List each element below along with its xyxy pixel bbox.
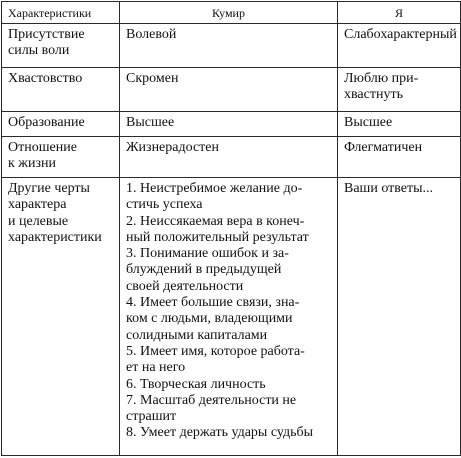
- me-cell: [338, 68, 461, 112]
- cell-line: Хвастовство: [8, 71, 83, 86]
- me-cell: [338, 137, 461, 178]
- cell-line: 6. Творческая личность: [126, 376, 266, 392]
- cell-line: Слабохарактерный: [344, 27, 457, 42]
- trait-item: [126, 246, 331, 295]
- cell-line: 5. Имеет имя, которое работа-: [126, 343, 305, 359]
- cell-line: Флегматичен: [344, 140, 423, 155]
- trait-item: [126, 181, 331, 214]
- idol-cell: [120, 24, 338, 68]
- cell-line: Скромен: [126, 71, 179, 86]
- cell-line: стичь успеха: [126, 197, 203, 213]
- cell-line: Волевой: [126, 27, 177, 42]
- idol-cell: [120, 137, 338, 178]
- cell-line: хвастнуть: [344, 87, 403, 103]
- trait-item: [126, 425, 331, 441]
- cell-line: Жизнерадостен: [126, 140, 219, 155]
- me-cell: [338, 112, 461, 137]
- idol-cell: [120, 112, 338, 137]
- header-idol: Кумир: [120, 2, 338, 24]
- cell-line: 8. Умеет держать удары судьбы: [126, 425, 313, 441]
- header-characteristics: Характеристики: [2, 2, 120, 24]
- cell-line: Высшее: [126, 115, 175, 130]
- me-answers-cell: [338, 178, 461, 456]
- cell-line: Другие черты: [8, 181, 90, 196]
- idol-cell: [120, 68, 338, 112]
- me-cell: [338, 24, 461, 68]
- characteristic-cell: [2, 24, 120, 68]
- trait-item: [126, 393, 331, 426]
- trait-item: [126, 295, 331, 344]
- table-header-row: [2, 2, 461, 24]
- idol-traits-cell: [120, 178, 338, 456]
- cell-line: Образование: [8, 115, 85, 130]
- cell-line: Отношение: [8, 140, 77, 155]
- cell-line: страшит: [126, 409, 177, 425]
- cell-line: блуждений в предыдущей: [126, 262, 282, 278]
- cell-line: 4. Имеет большие связи, зна-: [126, 295, 300, 311]
- characteristic-cell: [2, 137, 120, 178]
- cell-line: 1. Неистребимое желание до-: [126, 181, 303, 196]
- trait-item: [126, 214, 331, 247]
- cell-line: ком с людьми, владеющими: [126, 311, 293, 327]
- trait-item: [126, 344, 331, 377]
- cell-line: Высшее: [344, 115, 393, 130]
- table-row: [2, 112, 461, 137]
- cell-line: ный положительный результат: [126, 229, 309, 245]
- cell-line: Присутствие: [8, 27, 85, 42]
- cell-line: к жизни: [8, 156, 56, 172]
- cell-line: характеристики: [8, 229, 102, 245]
- cell-line: силы воли: [8, 43, 70, 59]
- cell-line: 2. Неиссякаемая вера в конеч-: [126, 213, 305, 229]
- characteristic-cell: [2, 178, 120, 456]
- cell-line: 3. Понимание ошибок и за-: [126, 246, 289, 262]
- characteristic-cell: [2, 68, 120, 112]
- table-row: [2, 68, 461, 112]
- table-row: [2, 137, 461, 178]
- table-row: [2, 178, 461, 456]
- table-row: [2, 24, 461, 68]
- cell-line: Люблю при-: [344, 71, 419, 86]
- cell-line: и целевые: [8, 213, 69, 229]
- cell-line: ет на него: [126, 360, 186, 376]
- cell-line: солидными капиталами: [126, 327, 268, 343]
- cell-line: 7. Масштаб деятельности не: [126, 392, 297, 408]
- trait-item: [126, 377, 331, 393]
- cell-line: своей деятельности: [126, 278, 244, 294]
- cell-line: характера: [8, 197, 67, 213]
- comparison-table: [1, 1, 461, 456]
- cell-line: Ваши ответы...: [344, 181, 434, 196]
- header-me: Я: [338, 2, 461, 24]
- characteristic-cell: [2, 112, 120, 137]
